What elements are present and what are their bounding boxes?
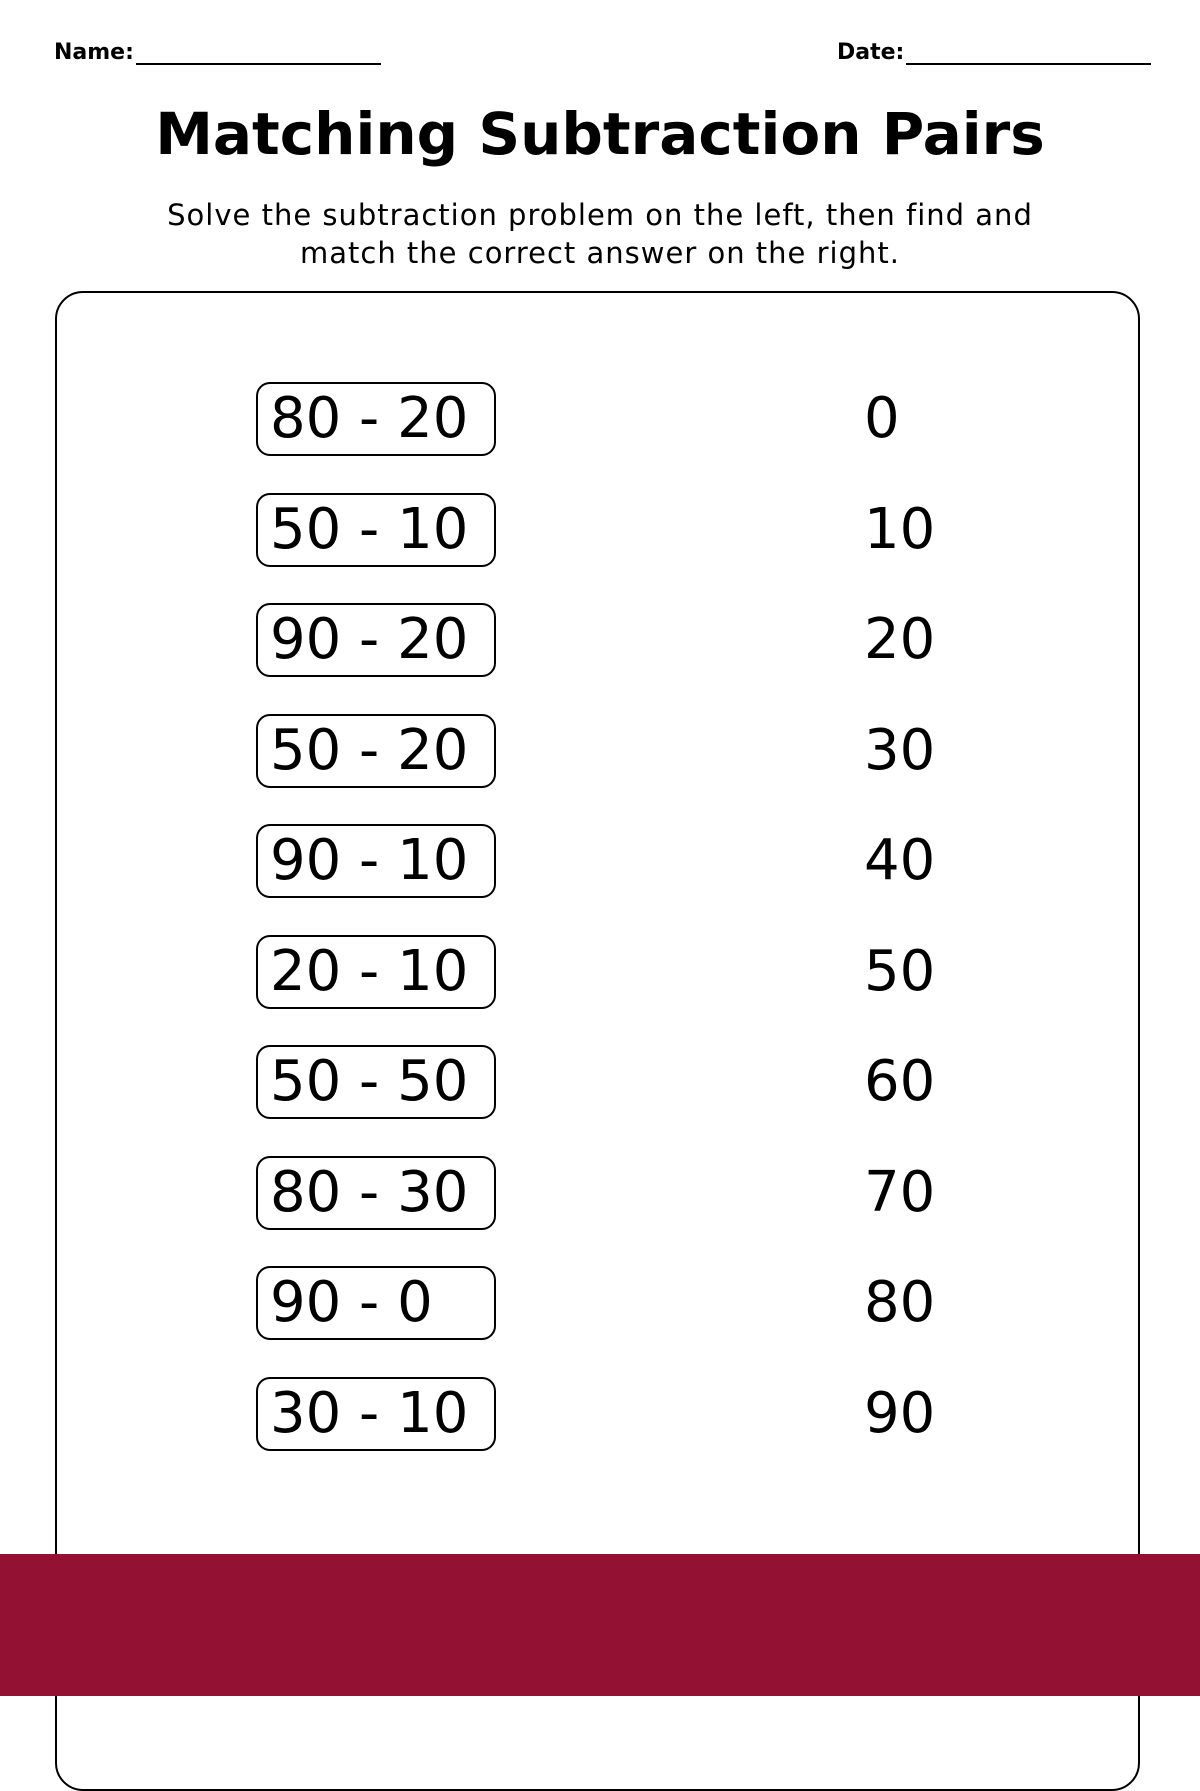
instructions-line-1: Solve the subtraction problem on the left, then find and [167, 198, 1033, 232]
answer-value[interactable]: 80 [864, 1270, 936, 1335]
instructions-line-2: match the correct answer on the right. [300, 236, 900, 270]
name-blank-line[interactable] [136, 41, 381, 65]
date-blank-line[interactable] [906, 41, 1151, 65]
answer-column [864, 382, 1064, 1487]
date-label: Date: [837, 40, 905, 65]
page-title: Matching Subtraction Pairs [155, 100, 1045, 168]
problem-box[interactable]: 80 - 30 [256, 1156, 496, 1230]
problem-box[interactable]: 90 - 20 [256, 603, 496, 677]
problem-box[interactable]: 90 - 10 [256, 824, 496, 898]
problem-box[interactable]: 80 - 20 [256, 382, 496, 456]
footer-bar [0, 1554, 1200, 1696]
date-field [837, 40, 1151, 65]
answer-value[interactable]: 60 [864, 1049, 936, 1114]
answer-value[interactable]: 10 [864, 496, 936, 562]
problem-box[interactable]: 50 - 20 [256, 714, 496, 788]
answer-value[interactable]: 70 [864, 1159, 936, 1225]
answer-value[interactable]: 30 [864, 717, 936, 783]
answer-value[interactable]: 20 [864, 607, 936, 672]
name-label: Name: [54, 40, 134, 65]
answer-value[interactable]: 50 [864, 938, 936, 1004]
instructions [100, 196, 1100, 272]
problem-box[interactable]: 30 - 10 [256, 1377, 496, 1451]
answer-value[interactable]: 40 [864, 828, 936, 893]
problem-box[interactable]: 50 - 50 [256, 1045, 496, 1119]
answer-value[interactable]: 0 [864, 386, 900, 451]
problem-box[interactable]: 90 - 0 [256, 1266, 496, 1340]
answer-value[interactable]: 90 [864, 1380, 936, 1446]
name-field [54, 40, 381, 65]
problem-box[interactable]: 20 - 10 [256, 935, 496, 1009]
worksheet-header [0, 40, 1200, 80]
problem-box[interactable]: 50 - 10 [256, 493, 496, 567]
problem-column [256, 382, 496, 1487]
